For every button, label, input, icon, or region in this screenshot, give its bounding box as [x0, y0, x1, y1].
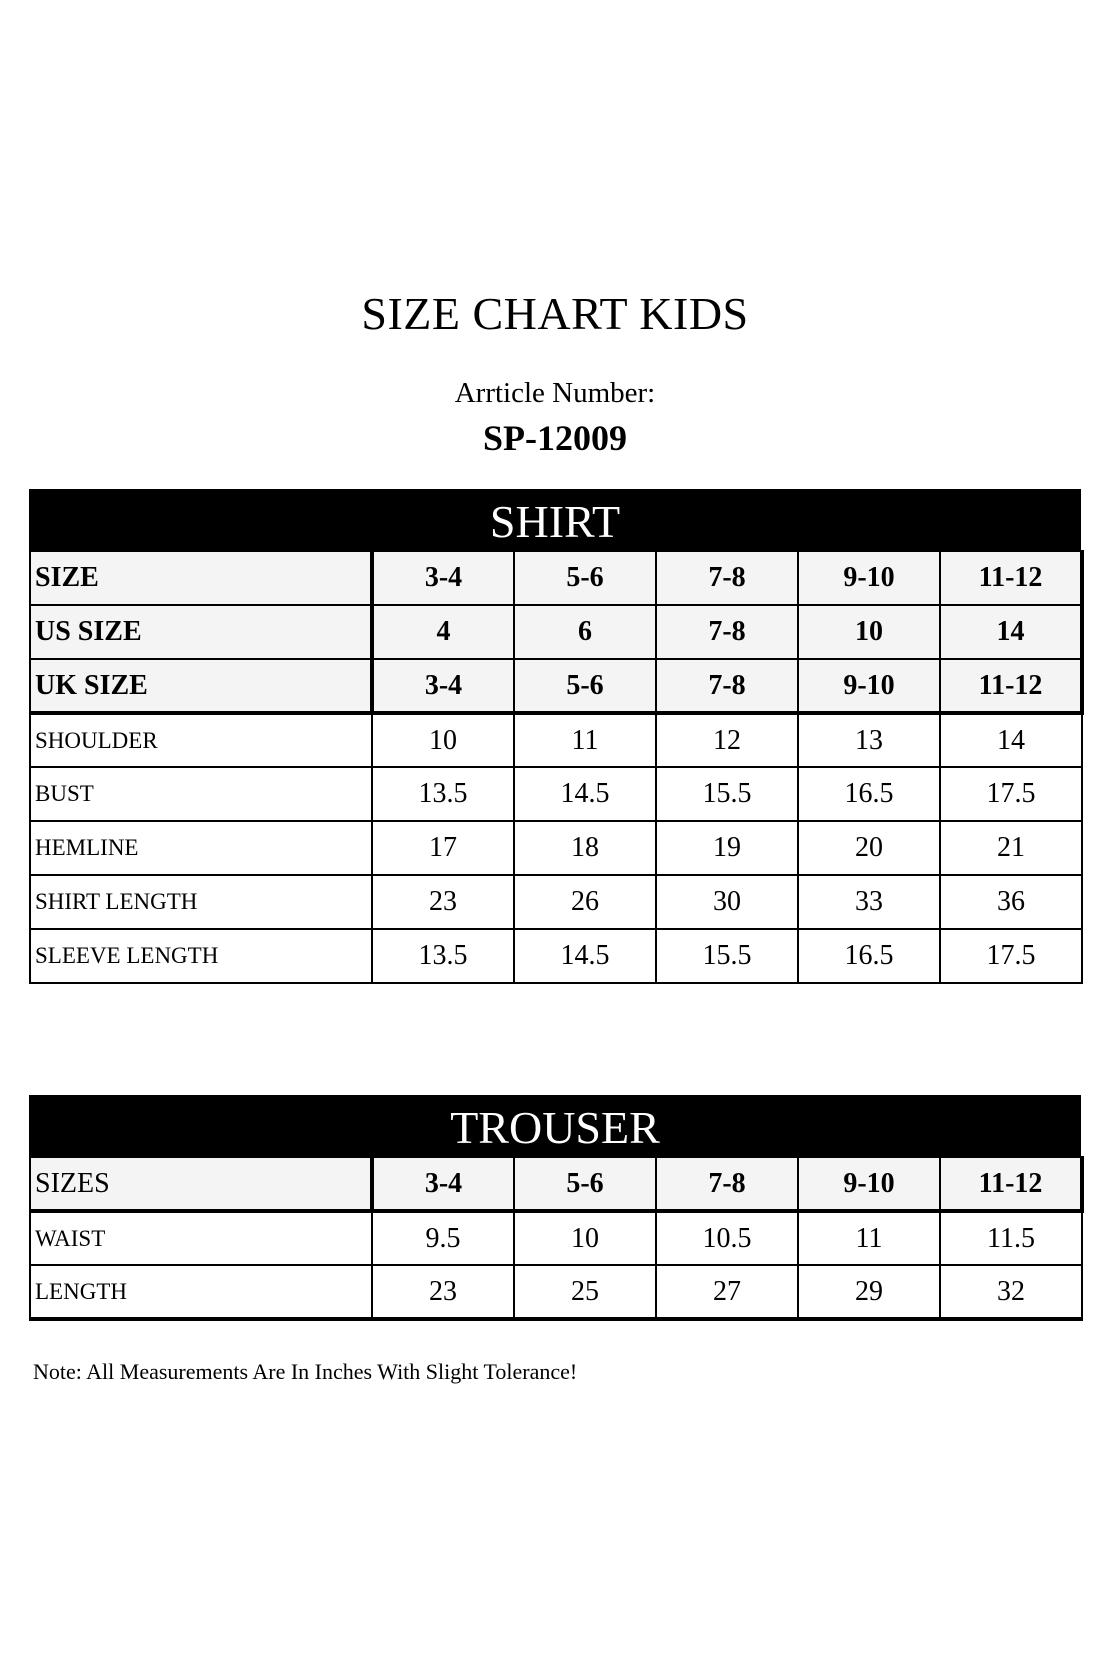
measurement-cell: 13.5 [372, 767, 514, 821]
measurement-cell: 11 [798, 1211, 940, 1265]
row-label: LENGTH [30, 1265, 372, 1319]
article-number-label: Arrticle Number: [454, 377, 656, 409]
measurement-cell: 16.5 [798, 767, 940, 821]
size-cell: 14 [940, 605, 1082, 659]
measurement-cell: 10.5 [656, 1211, 798, 1265]
measurement-cell: 23 [372, 875, 514, 929]
row-label: SHIRT LENGTH [30, 875, 372, 929]
size-cell: 9-10 [798, 551, 940, 605]
row-label: UK SIZE [30, 659, 372, 713]
size-cell: 5-6 [514, 659, 656, 713]
size-cell: 6 [514, 605, 656, 659]
measurement-cell: 27 [656, 1265, 798, 1319]
measurement-cell: 11.5 [940, 1211, 1082, 1265]
measurement-cell: 17.5 [940, 929, 1082, 983]
table-row [30, 1211, 1082, 1265]
size-cell: 11-12 [940, 551, 1082, 605]
row-label: HEMLINE [30, 821, 372, 875]
table-row [30, 659, 1082, 713]
row-label: SIZES [30, 1157, 372, 1211]
trouser-size-section [29, 1095, 1081, 1321]
table-row [30, 605, 1082, 659]
size-cell: 5-6 [514, 551, 656, 605]
table-row [30, 1157, 1082, 1211]
trouser-section-header: TROUSER [29, 1095, 1081, 1156]
row-label: WAIST [30, 1211, 372, 1265]
table-row [30, 875, 1082, 929]
row-label: SIZE [30, 551, 372, 605]
measurement-cell: 29 [798, 1265, 940, 1319]
table-row [30, 1265, 1082, 1319]
size-cell: 7-8 [656, 551, 798, 605]
measurement-cell: 16.5 [798, 929, 940, 983]
measurement-cell: 20 [798, 821, 940, 875]
measurement-cell: 14.5 [514, 929, 656, 983]
measurement-cell: 14.5 [514, 767, 656, 821]
size-cell: 11-12 [940, 1157, 1082, 1211]
size-cell: 3-4 [372, 1157, 514, 1211]
measurement-cell: 17 [372, 821, 514, 875]
size-cell: 11-12 [940, 659, 1082, 713]
row-label: SLEEVE LENGTH [30, 929, 372, 983]
size-cell: 10 [798, 605, 940, 659]
measurement-cell: 9.5 [372, 1211, 514, 1265]
page-title: SIZE CHART KIDS [361, 288, 749, 339]
measurement-cell: 10 [514, 1211, 656, 1265]
measurement-cell: 13 [798, 713, 940, 767]
measurement-cell: 36 [940, 875, 1082, 929]
measurement-cell: 15.5 [656, 767, 798, 821]
measurement-cell: 11 [514, 713, 656, 767]
row-label: BUST [30, 767, 372, 821]
measurement-cell: 26 [514, 875, 656, 929]
measurement-cell: 21 [940, 821, 1082, 875]
measurement-cell: 13.5 [372, 929, 514, 983]
measurement-cell: 15.5 [656, 929, 798, 983]
measurement-cell: 18 [514, 821, 656, 875]
measurement-cell: 10 [372, 713, 514, 767]
row-label: US SIZE [30, 605, 372, 659]
measurement-cell: 17.5 [940, 767, 1082, 821]
table-row [30, 551, 1082, 605]
measurement-cell: 14 [940, 713, 1082, 767]
table-row [30, 929, 1082, 983]
size-cell: 3-4 [372, 659, 514, 713]
measurement-cell: 30 [656, 875, 798, 929]
measurement-cell: 12 [656, 713, 798, 767]
size-cell: 5-6 [514, 1157, 656, 1211]
size-cell: 4 [372, 605, 514, 659]
table-row [30, 713, 1082, 767]
measurement-cell: 25 [514, 1265, 656, 1319]
measurement-cell: 32 [940, 1265, 1082, 1319]
shirt-size-section [29, 489, 1081, 984]
row-label: SHOULDER [30, 713, 372, 767]
trouser-size-table [29, 1156, 1084, 1321]
measurement-note: Note: All Measurements Are In Inches With Slight Tolerance! [33, 1359, 578, 1384]
shirt-section-header: SHIRT [29, 489, 1081, 550]
shirt-size-table [29, 550, 1084, 984]
size-cell: 7-8 [656, 1157, 798, 1211]
measurement-cell: 23 [372, 1265, 514, 1319]
article-number: SP-12009 [483, 418, 627, 458]
size-cell: 3-4 [372, 551, 514, 605]
measurement-cell: 19 [656, 821, 798, 875]
size-cell: 9-10 [798, 1157, 940, 1211]
table-row [30, 821, 1082, 875]
size-cell: 7-8 [656, 605, 798, 659]
size-cell: 7-8 [656, 659, 798, 713]
size-cell: 9-10 [798, 659, 940, 713]
table-row [30, 767, 1082, 821]
measurement-cell: 33 [798, 875, 940, 929]
